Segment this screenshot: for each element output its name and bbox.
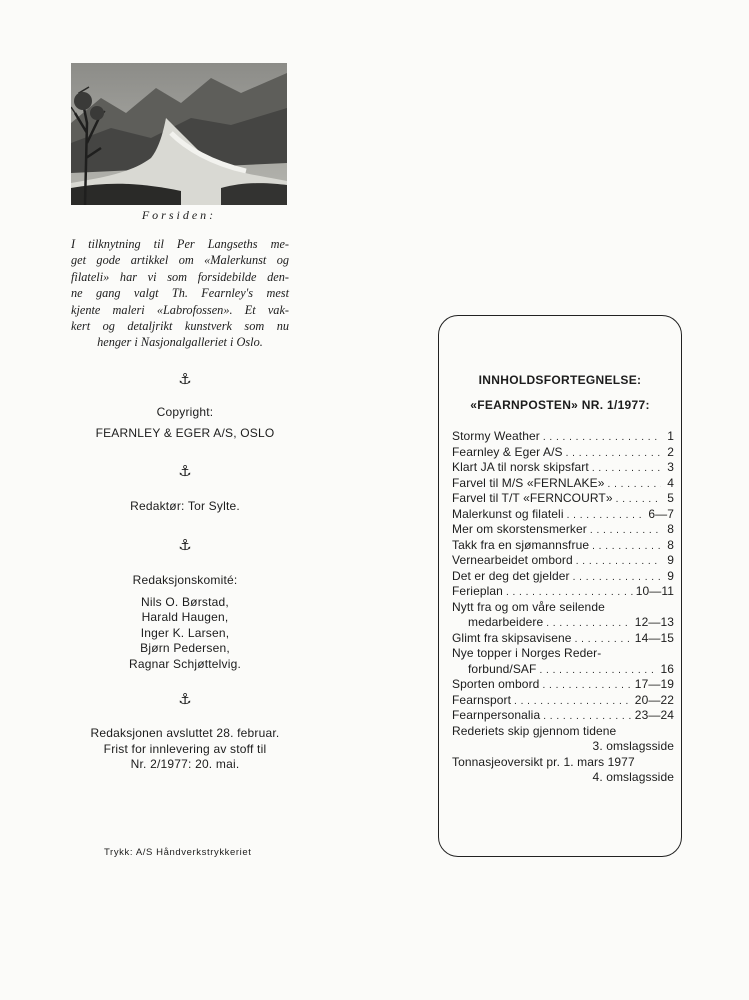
committee-member: Bjørn Pedersen, [140,641,230,655]
toc-entry-page: 8 [667,522,674,536]
toc-entry [452,631,674,647]
toc-leader-dots [592,460,661,477]
toc-entry [452,553,674,569]
toc-list [452,429,674,786]
deadline-block [60,726,310,773]
toc-entry-page: 3. omslagsside [592,739,674,753]
cover-caption-text [71,236,289,351]
toc-entry-title: Sporten ombord [452,677,540,691]
deadline-line: Frist for innlevering av stoff til [103,741,267,756]
toc-entry-page: 9 [667,553,674,567]
toc-leader-dots [590,522,661,539]
deadline-line: Nr. 2/1977: 20. mai. [130,757,240,771]
toc-entry-page: 10—11 [635,584,674,598]
toc-entry [452,646,674,662]
toc-entry [452,600,674,616]
toc-entry [452,507,674,523]
editor: Redaktør: Tor Sylte. [130,499,240,513]
caption-line: I tilknytning til Per Langseths me- [71,237,289,251]
toc-entry-page: 3 [667,460,674,474]
toc-leader-dots [539,662,657,679]
toc-entry-page: 8 [667,537,674,552]
toc-entry-page: 9 [667,568,674,583]
toc-entry-page: 4 [667,475,674,490]
caption-line: henger i Nasjonalgalleriet i Oslo. [97,335,263,350]
toc-subtitle: «FEARNPOSTEN» NR. 1/1977: [470,398,650,412]
toc-entry-page: 14—15 [634,630,674,645]
committee-member: Ragnar Schjøttelvig. [128,656,242,671]
toc-entry [452,724,674,740]
toc-entry-title: Fearnpersonalia [452,708,541,722]
toc-entry-page: 4. omslagsside [592,770,674,784]
printer-credit: Trykk: A/S Håndverkstrykkeriet [104,847,252,858]
committee-member: Nils O. Børstad, [141,594,229,609]
toc-entry-title: Ferieplan [452,584,503,598]
toc-leader-dots [543,708,632,725]
deadline-line: Redaksjonen avsluttet 28. februar. [90,726,280,740]
toc-entry-page: 12—13 [634,615,674,629]
toc-entry-title: Vernearbeidet ombord [452,553,573,567]
toc-entry-title: Stormy Weather [452,429,540,443]
toc-entry-page: 23—24 [634,708,674,722]
toc-entry-title: Nytt fra og om våre seilende [452,599,605,614]
toc-leader-dots [608,476,661,493]
toc-leader-dots [506,584,633,601]
toc-leader-dots [592,538,661,555]
anchor-icon: ⚓ [178,691,192,708]
toc-entry-title: Mer om skorstensmerker [452,522,587,536]
toc-entry [452,569,674,585]
anchor-icon: ⚓ [178,463,192,480]
toc-entry [452,615,674,631]
toc-entry [452,460,674,476]
toc-entry [452,662,674,678]
committee-member: Harald Haugen, [141,610,229,624]
toc-entry-page: 6—7 [648,506,674,521]
toc-entry-page: 1 [667,429,674,443]
copyright-holder: FEARNLEY & EGER A/S, OSLO [95,425,275,440]
caption-line: kert og detaljrikt kunstverk som nu [71,319,289,334]
toc-leader-dots [546,615,632,632]
cover-painting [71,63,287,205]
toc-entry-title: Fearnley & Eger A/S [452,444,563,459]
toc-entry-title: Nye topper i Norges Reder- [452,646,602,660]
toc-entry [452,445,674,461]
toc-entry-title: Farvel til T/T «FERNCOURT» [452,491,613,505]
toc-leader-dots [616,491,661,508]
toc-entry-title: Rederiets skip gjennom tidene [452,723,617,738]
toc-entry-title: Tonnasjeoversikt pr. 1. mars 1977 [452,754,635,769]
toc-entry [452,755,674,771]
anchor-icon: ⚓ [178,371,192,388]
toc-entry [452,584,674,600]
toc-entry [452,739,674,755]
committee-label: Redaksjonskomité: [132,573,238,587]
toc-entry-page: 17—19 [634,677,674,691]
anchor-icon: ⚓ [178,537,192,554]
toc-entry [452,770,674,786]
toc-leader-dots [542,677,631,694]
toc-entry-title: medarbeidere [468,615,544,629]
toc-leader-dots [566,445,661,462]
toc-entry [452,693,674,709]
toc-entry [452,538,674,554]
toc-entry-title: Glimt fra skipsavisene [452,630,572,645]
toc-entry [452,708,674,724]
toc-entry-page: 2 [667,444,674,459]
toc-entry-title: forbund/SAF [468,661,537,676]
toc-leader-dots [567,507,646,524]
toc-entry-page: 5 [667,491,674,505]
caption-line: get gode artikkel om «Malerkunst og [71,253,289,268]
toc-entry-title: Det er deg det gjelder [452,568,570,583]
copyright-block [60,405,310,441]
toc-entry [452,476,674,492]
toc-leader-dots [575,631,632,648]
caption-line: kjente maleri «Labrofossen». Et vak- [71,302,289,317]
toc-entry-page: 16 [660,661,674,676]
caption-line: ne gang valgt Th. Fearnley's mest [71,286,289,301]
committee-member: Inger K. Larsen, [140,625,230,640]
cover-caption-title: Forsiden: [141,208,217,222]
caption-line: filateli» har vi som forsidebilde den- [71,269,289,284]
toc-title: INNHOLDSFORTEGNELSE: [478,373,642,387]
toc-entry-title: Malerkunst og filateli [452,506,564,521]
toc-entry [452,677,674,693]
toc-entry-title: Fearnsport [452,692,512,707]
toc-entry-title: Takk fra en sjømannsfrue [452,537,590,552]
toc-entry [452,522,674,538]
toc-entry-title: Farvel til M/S «FERNLAKE» [452,475,605,490]
toc-entry-title: Klart JA til norsk skipsfart [452,460,589,474]
editor-line [60,499,310,515]
toc-entry [452,491,674,507]
copyright-label: Copyright: [156,405,214,419]
toc-leader-dots [576,553,661,570]
toc-leader-dots [573,569,661,586]
toc-entry-page: 20—22 [634,692,674,707]
painting-illustration [71,63,287,205]
toc-leader-dots [514,693,632,710]
committee-block [60,573,310,672]
toc-entry [452,429,674,445]
toc-leader-dots [543,429,661,446]
